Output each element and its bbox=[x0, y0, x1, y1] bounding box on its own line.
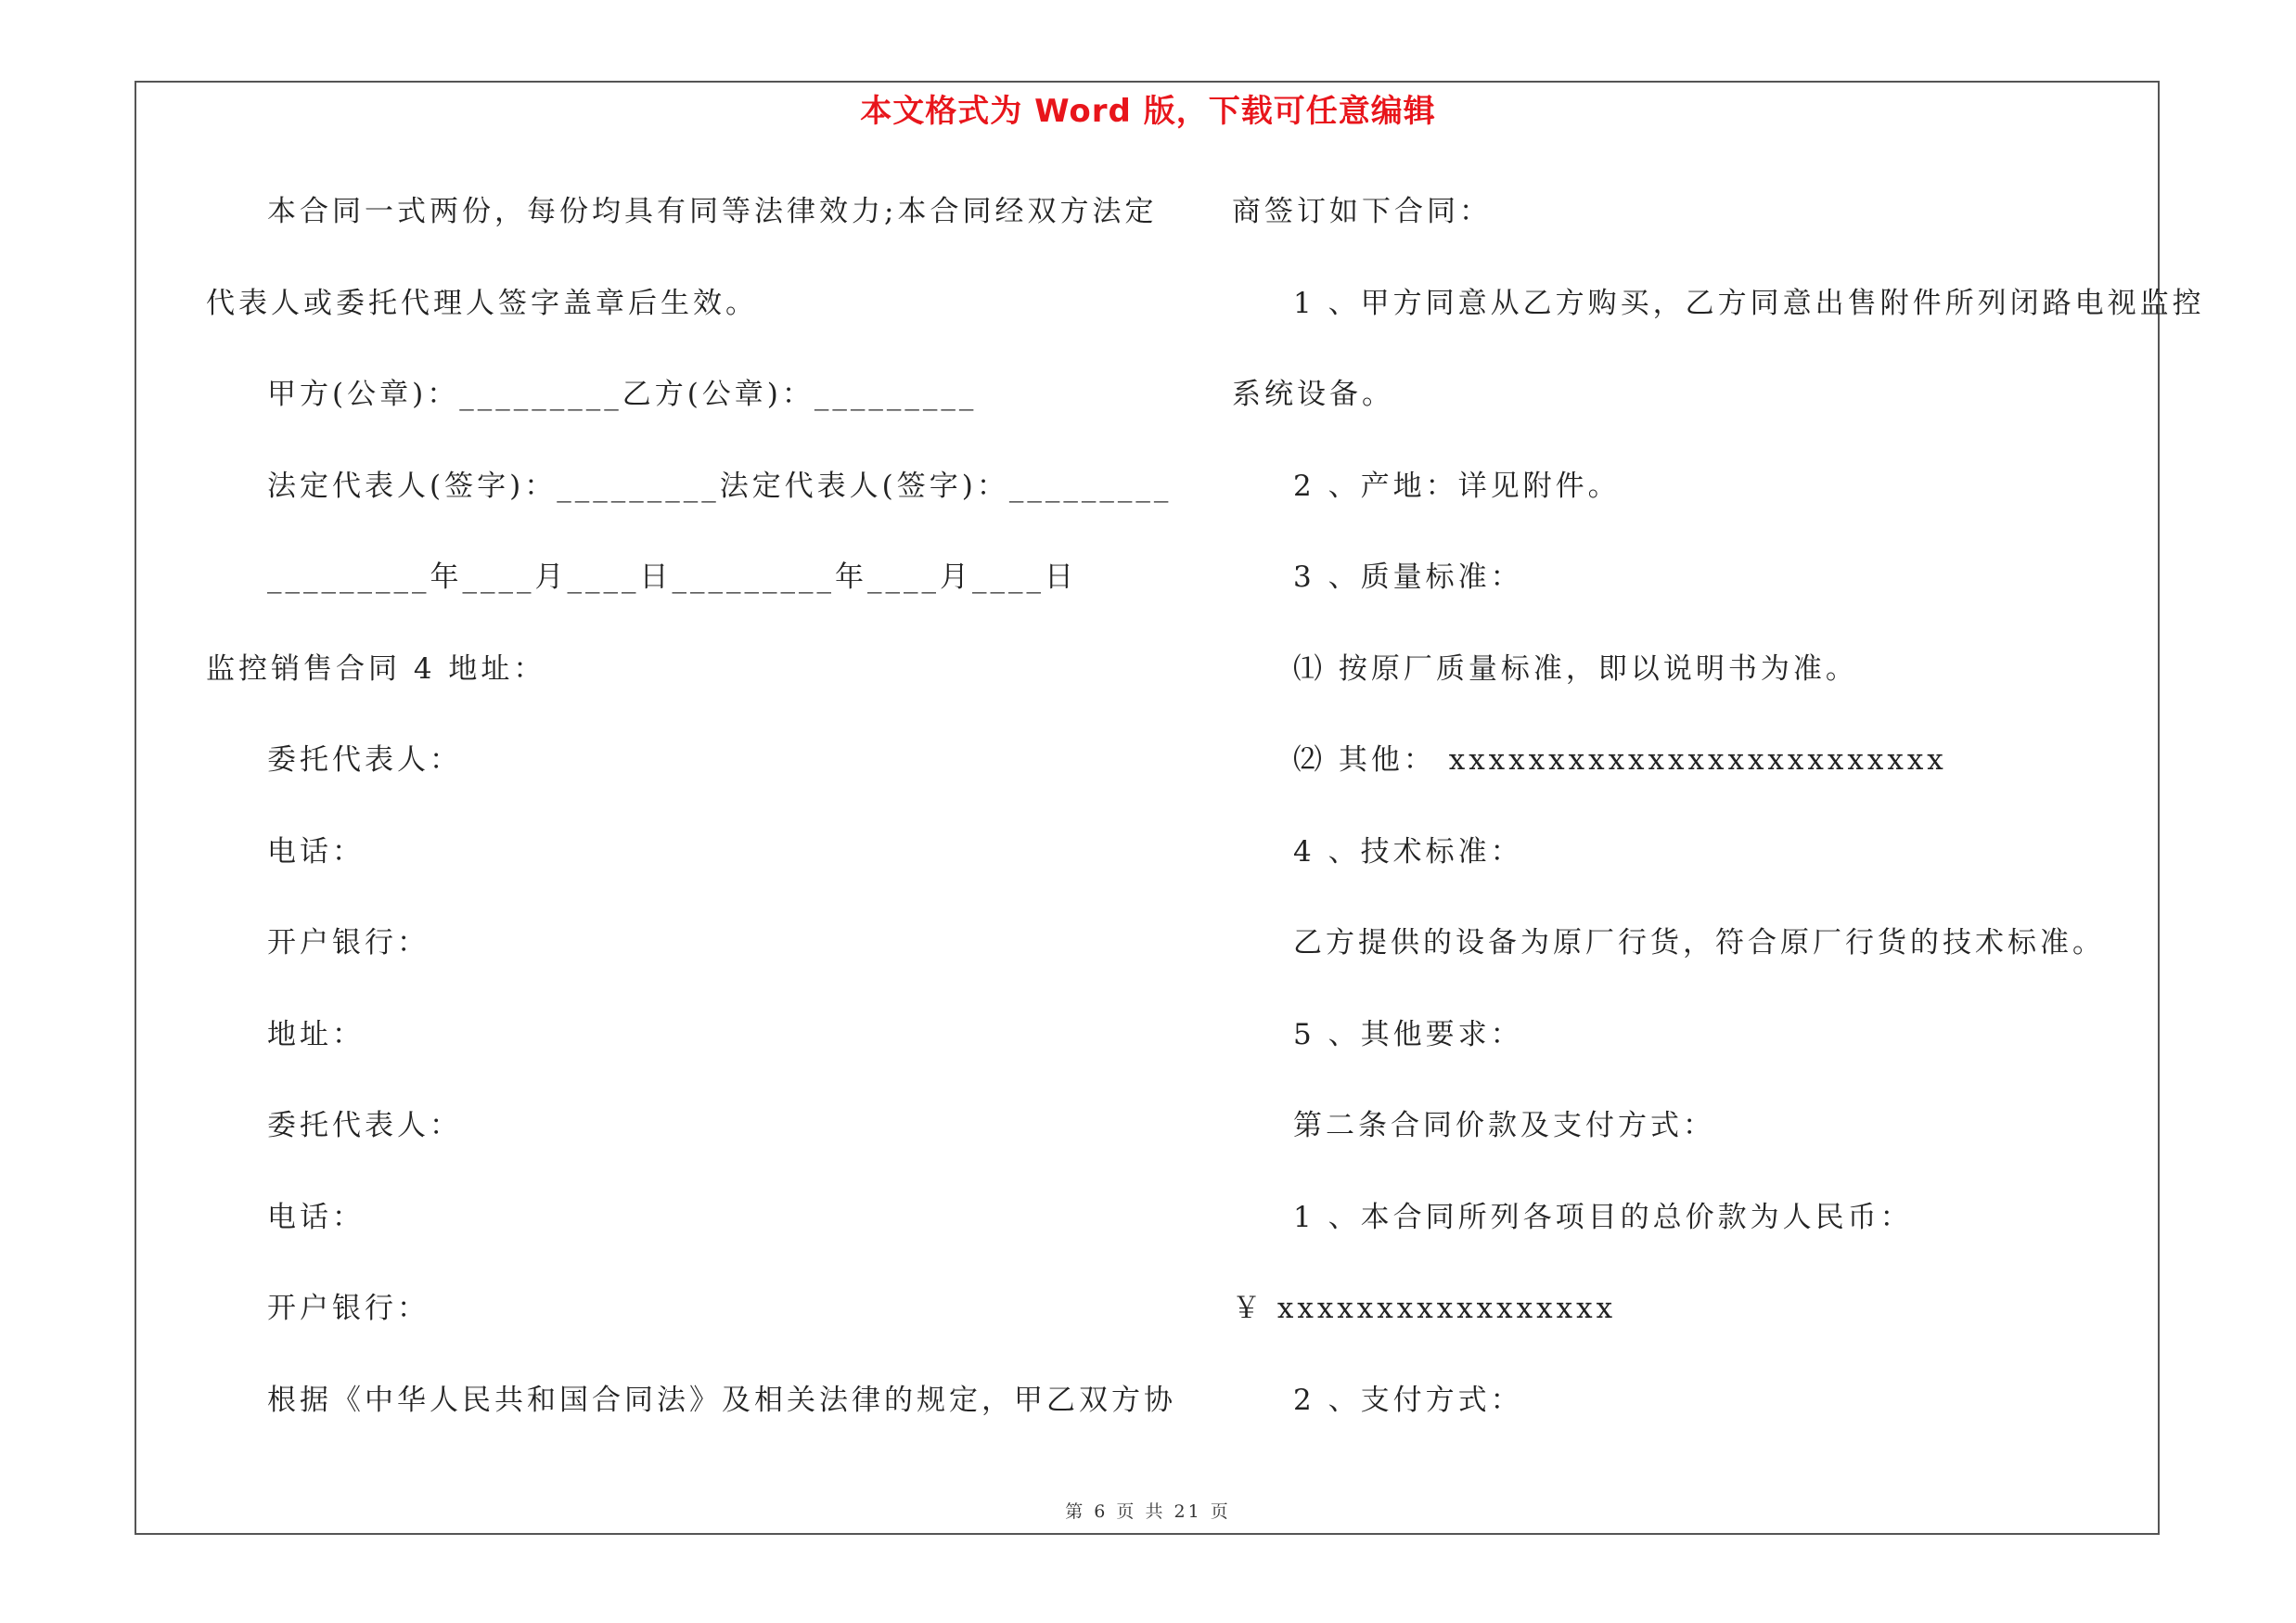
text-line: ⑵ 其他： xxxxxxxxxxxxxxxxxxxxxxxxx bbox=[1293, 743, 1947, 777]
text-line: 代表人或委托代理人签字盖章后生效。 bbox=[206, 287, 758, 320]
text-line: 商签订如下合同： bbox=[1232, 195, 1492, 228]
text-line: 根据《中华人民共和国合同法》及相关法律的规定，甲乙双方协 bbox=[267, 1384, 1176, 1417]
text-line: 2 、支付方式： bbox=[1293, 1384, 1523, 1417]
text-line: 开户银行： bbox=[267, 1292, 430, 1325]
text-line: 甲方(公章)：_________乙方(公章)：_________ bbox=[267, 378, 978, 411]
text-line: 电话： bbox=[267, 1201, 365, 1234]
text-line: 法定代表人(签字)：_________法定代表人(签字)：_________ bbox=[267, 470, 1173, 503]
text-line: 委托代表人： bbox=[267, 743, 462, 777]
text-line: 乙方提供的设备为原厂行货，符合原厂行货的技术标准。 bbox=[1293, 926, 2105, 960]
format-notice-banner: 本文格式为 Word 版，下载可任意编辑 bbox=[860, 93, 1436, 130]
text-line: 电话： bbox=[267, 835, 365, 869]
text-line: 监控销售合同 4 地址： bbox=[206, 652, 546, 686]
text-line: 3 、质量标准： bbox=[1293, 560, 1523, 594]
text-line: ￥ xxxxxxxxxxxxxxxxx bbox=[1232, 1292, 1617, 1325]
text-line: 第二条合同价款及支付方式： bbox=[1293, 1109, 1715, 1142]
text-line: 5 、其他要求： bbox=[1293, 1018, 1523, 1051]
text-line: 委托代表人： bbox=[267, 1109, 462, 1142]
text-line: 开户银行： bbox=[267, 926, 430, 960]
page-number-footer: 第 6 页 共 21 页 bbox=[1065, 1501, 1231, 1522]
text-line: 1 、本合同所列各项目的总价款为人民币： bbox=[1293, 1201, 1913, 1234]
text-line: 地址： bbox=[267, 1018, 365, 1051]
text-line: 4 、技术标准： bbox=[1293, 835, 1523, 869]
text-line: 1 、甲方同意从乙方购买，乙方同意出售附件所列闭路电视监控 bbox=[1293, 287, 2205, 320]
text-line: ⑴ 按原厂质量标准，即以说明书为准。 bbox=[1293, 652, 1858, 686]
text-line: 系统设备。 bbox=[1232, 378, 1394, 411]
text-line: 本合同一式两份，每份均具有同等法律效力;本合同经双方法定 bbox=[267, 195, 1158, 228]
text-line: 2 、产地：详见附件。 bbox=[1293, 470, 1621, 503]
text-line: _________年____月____日_________年____月____日 bbox=[267, 560, 1077, 594]
